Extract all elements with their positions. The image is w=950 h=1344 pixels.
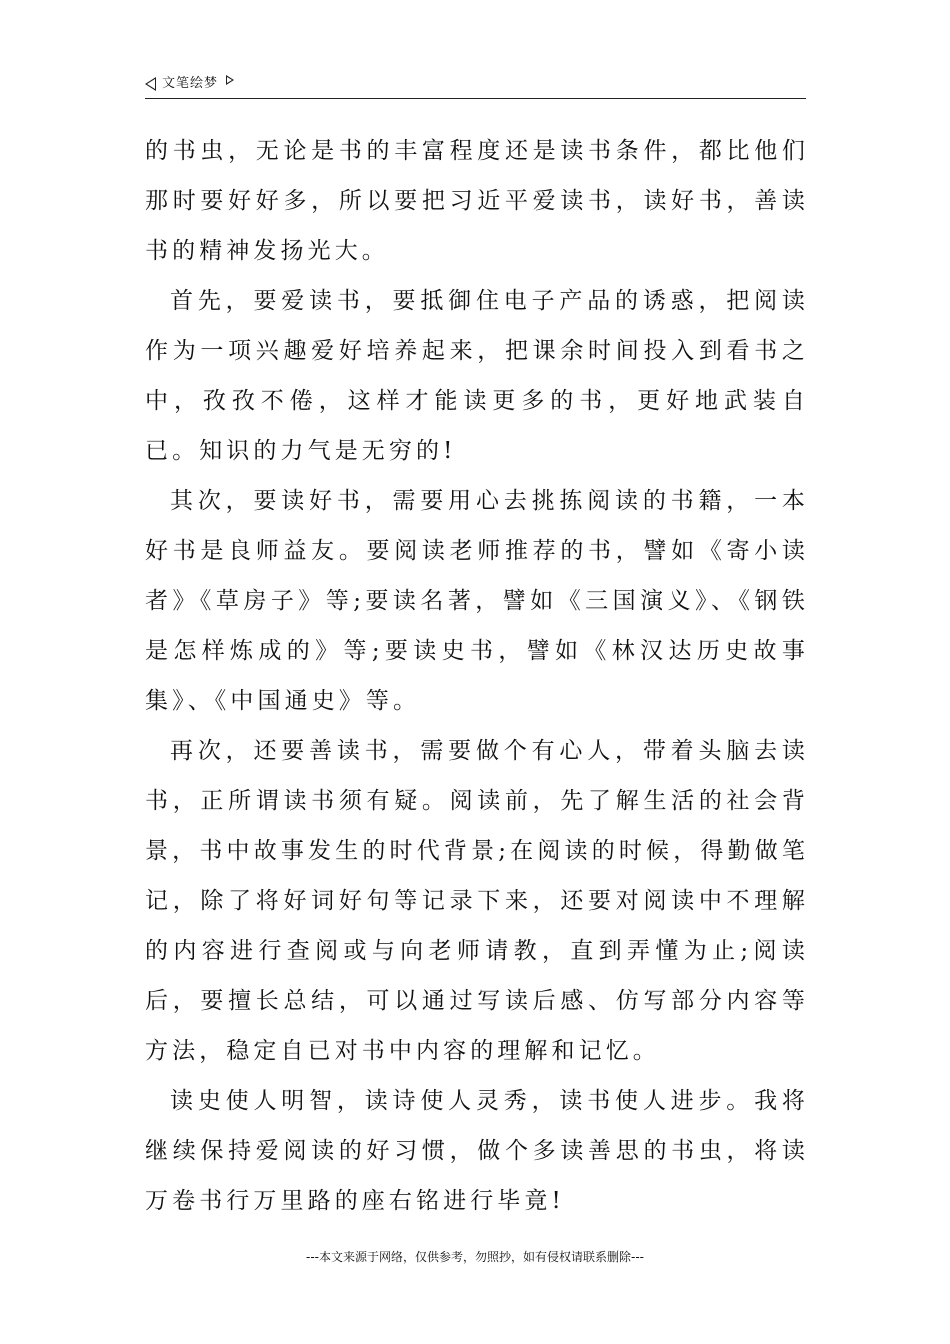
header-title: 文笔绘梦 bbox=[162, 76, 219, 91]
paragraph-read-well: 再次，还要善读书，需要做个有心人，带着头脑去读书，正所谓读书须有疑。阅读前，先了解生活的社会背景，书中故事发生的时代背景;在阅读的时候，得勤做笔记，除了将好词好句等记录下来，还要对阅读中不理解的内容进行查阅或与向老师请教，直到弄懂为止;阅读后，要擅长总结，可以通过写读后感、仿写部分内容等方法，稳定自已对书中内容的理解和记忆。 bbox=[145, 738, 809, 1064]
page-header bbox=[145, 74, 806, 99]
triangle-right-icon bbox=[226, 75, 234, 85]
footer-notice: ---本文来源于网络，仅供参考，勿照抄，如有侵权请联系删除--- bbox=[306, 1250, 644, 1264]
paragraph-read-good-books: 其次，要读好书，需要用心去挑拣阅读的书籍，一本好书是良师益友。要阅读老师推荐的书，譬如《寄小读者》《草房子》等;要读名著，譬如《三国演义》、《钢铁是怎样炼成的》等;要读史书，譬如《林汉达历史故事集》、《中国通史》等。 bbox=[145, 488, 809, 714]
paragraph-conclusion: 读史使人明智，读诗使人灵秀，读书使人进步。我将继续保持爱阅读的好习惯，做个多读善思的书虫，将读万卷书行万里路的座右铭进行毕竟! bbox=[145, 1088, 809, 1214]
document-body bbox=[145, 126, 809, 1226]
paragraph-love-reading: 首先，要爱读书，要抵御住电子产品的诱惑，把阅读作为一项兴趣爱好培养起来，把课余时间投入到看书之中，孜孜不倦，这样才能读更多的书，更好地武装自已。知识的力气是无穷的! bbox=[145, 288, 809, 464]
triangle-left-icon bbox=[145, 77, 156, 91]
paragraph-continuation: 的书虫，无论是书的丰富程度还是读书条件，都比他们那时要好好多，所以要把习近平爱读书，读好书，善读书的精神发扬光大。 bbox=[145, 138, 809, 264]
